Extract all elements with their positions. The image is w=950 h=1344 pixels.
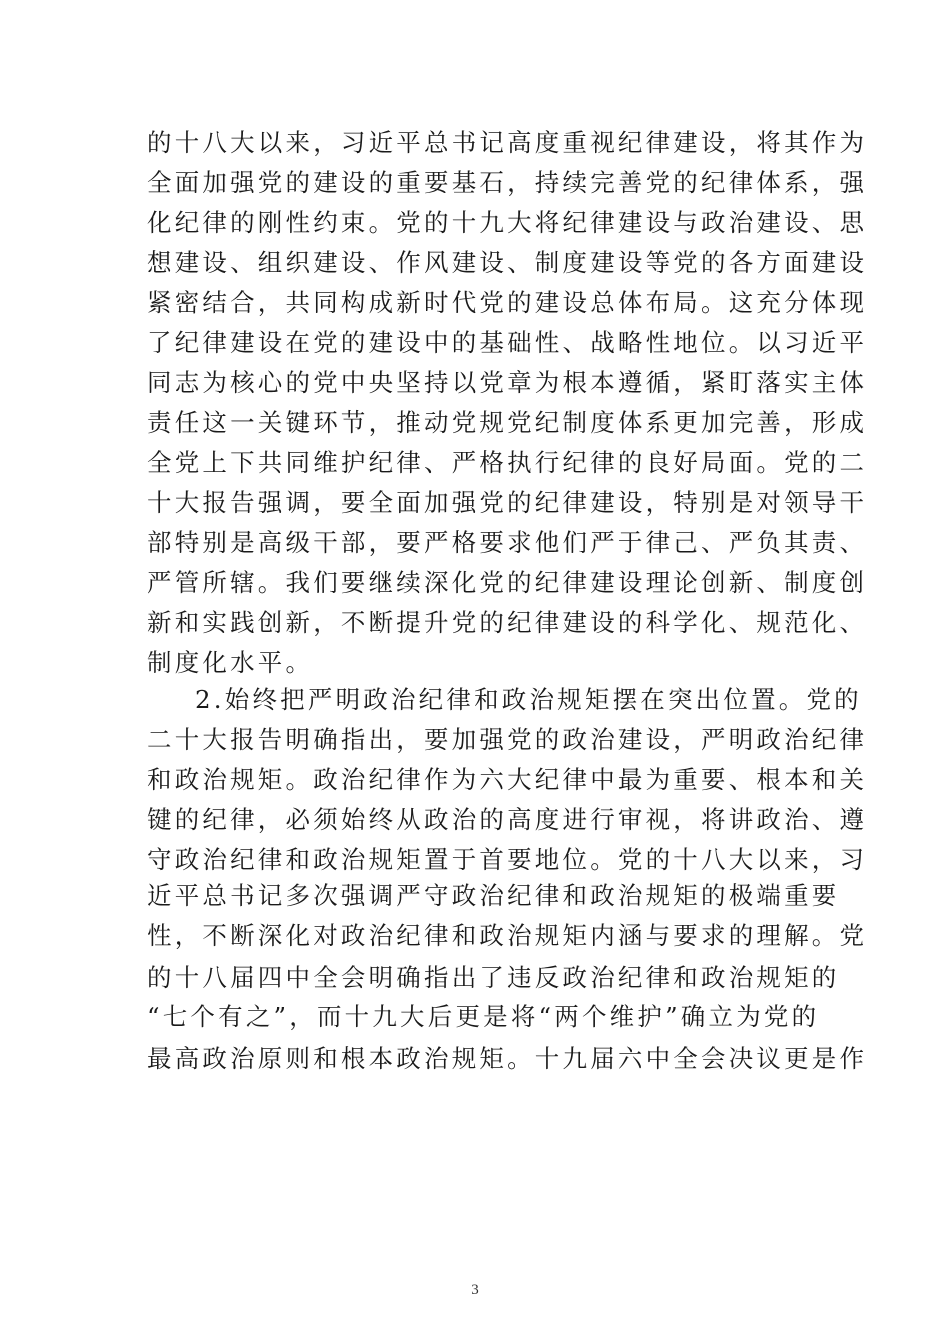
text-line: 守政治纪律和政治规矩置于首要地位。党的十八大以来，习: [147, 845, 868, 874]
text-line: 和政治规矩。政治纪律作为六大纪律中最为重要、根本和关: [147, 765, 868, 794]
text-line: 化纪律的刚性约束。党的十九大将纪律建设与政治建设、思: [147, 208, 868, 237]
text-line: 2.始终把严明政治纪律和政治规矩摆在突出位置。党的: [195, 685, 862, 714]
text-line: 性，不断深化对政治纪律和政治规矩内涵与要求的理解。党: [147, 921, 868, 950]
text-line: 同志为核心的党中央坚持以党章为根本遵循，紧盯落实主体: [147, 368, 868, 397]
text-line: 紧密结合，共同构成新时代党的建设总体布局。这充分体现: [147, 288, 868, 317]
text-line: 键的纪律，必须始终从政治的高度进行审视，将讲政治、遵: [147, 805, 868, 834]
text-line: 最高政治原则和根本政治规矩。十九届六中全会决议更是作: [147, 1044, 868, 1073]
text-line: 全面加强党的建设的重要基石，持续完善党的纪律体系，强: [147, 168, 868, 197]
text-line: 全党上下共同维护纪律、严格执行纪律的良好局面。党的二: [147, 448, 868, 477]
text-line: 的十八届四中全会明确指出了违反政治纪律和政治规矩的: [147, 963, 840, 992]
text-line: 制度化水平。: [147, 648, 314, 677]
text-line: 十大报告强调，要全面加强党的纪律建设，特别是对领导干: [147, 488, 868, 517]
text-line: 二十大报告明确指出，要加强党的政治建设，严明政治纪律: [147, 725, 868, 754]
text-line: 部特别是高级干部，要严格要求他们严于律己、严负其责、: [147, 528, 868, 557]
text-line: 新和实践创新，不断提升党的纪律建设的科学化、规范化、: [147, 608, 868, 637]
text-line: 了纪律建设在党的建设中的基础性、战略性地位。以习近平: [147, 328, 868, 357]
text-line: 严管所辖。我们要继续深化党的纪律建设理论创新、制度创: [147, 568, 868, 597]
text-line: 的十八大以来，习近平总书记高度重视纪律建设，将其作为: [147, 128, 868, 157]
page-number: 3: [471, 1282, 479, 1298]
text-line: “七个有之”，而十九大后更是将“两个维护”确立为党的: [147, 1002, 820, 1031]
text-line: 近平总书记多次强调严守政治纪律和政治规矩的极端重要: [147, 881, 840, 910]
text-line: 责任这一关键环节，推动党规党纪制度体系更加完善，形成: [147, 408, 868, 437]
text-line: 想建设、组织建设、作风建设、制度建设等党的各方面建设: [147, 248, 868, 277]
